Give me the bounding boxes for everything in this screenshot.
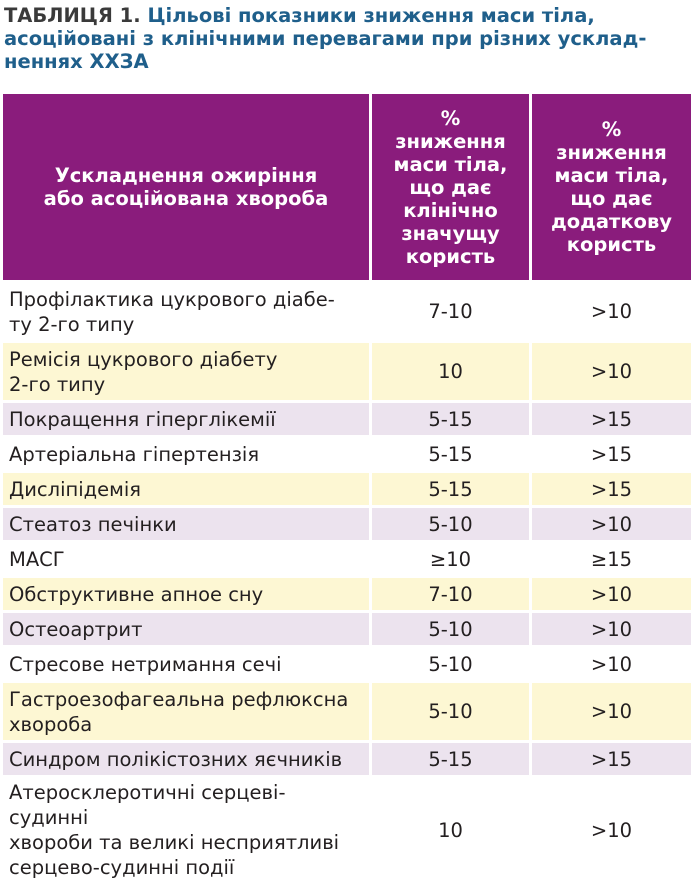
cell-clinical-benefit: 5-15 <box>372 438 529 470</box>
complication-text: Остеоартрит <box>9 617 143 641</box>
cell-complication <box>3 543 369 575</box>
cell-additional-benefit: >15 <box>532 403 691 435</box>
table-row <box>3 743 691 775</box>
cell-clinical-benefit: 5-15 <box>372 743 529 775</box>
table-row <box>3 578 691 610</box>
cell-clinical-benefit: 5-15 <box>372 403 529 435</box>
table-title-line-1: Цільові показники зниження маси тіла, <box>140 4 595 27</box>
cell-additional-benefit: >10 <box>532 578 691 610</box>
header-complication <box>3 94 369 280</box>
cell-clinical-benefit: 10 <box>372 343 529 400</box>
table-row <box>3 648 691 680</box>
cell-additional-benefit: >15 <box>532 438 691 470</box>
header-clinical-benefit <box>372 94 529 280</box>
header-line: зниження <box>556 141 667 164</box>
table-title-line-2: асоційовані з клінічними перевагами при різних усклад- <box>4 27 647 50</box>
complication-text: ту 2-го типу <box>9 312 135 336</box>
table-row <box>3 508 691 540</box>
table-caption <box>4 4 692 73</box>
table-row <box>3 438 691 470</box>
cell-complication <box>3 578 369 610</box>
cell-complication <box>3 613 369 645</box>
cell-clinical-benefit: 5-10 <box>372 648 529 680</box>
header-line: користь <box>566 233 657 256</box>
cell-additional-benefit: >15 <box>532 473 691 505</box>
complication-text: МАСГ <box>9 547 65 571</box>
complication-text: Обструктивне апное сну <box>9 582 264 606</box>
cell-clinical-benefit: 7-10 <box>372 578 529 610</box>
cell-complication <box>3 283 369 340</box>
complication-text: хвороба <box>9 712 93 736</box>
table-row <box>3 683 691 740</box>
cell-complication <box>3 743 369 775</box>
table-row <box>3 778 691 882</box>
table-number: ТАБЛИЦЯ 1. <box>4 4 141 27</box>
table-row <box>3 343 691 400</box>
header-line: або асоційована хвороба <box>43 187 329 210</box>
table-row <box>3 613 691 645</box>
cell-complication <box>3 648 369 680</box>
header-line: користь <box>405 244 496 268</box>
complication-text: серцево-судинні події <box>9 856 235 879</box>
header-line: маси тіла, <box>393 152 508 176</box>
table-row <box>3 473 691 505</box>
complication-text: Покращення гіперглікемії <box>9 407 276 431</box>
table-row <box>3 283 691 340</box>
cell-clinical-benefit: 10 <box>372 778 529 882</box>
cell-additional-benefit: >10 <box>532 283 691 340</box>
header-line: що дає <box>409 175 492 199</box>
cell-complication <box>3 683 369 740</box>
cell-complication <box>3 473 369 505</box>
cell-complication <box>3 403 369 435</box>
header-line: клінічно <box>403 198 498 222</box>
complication-text: Синдром полікістозних яєчників <box>9 747 343 771</box>
cell-clinical-benefit: 5-10 <box>372 683 529 740</box>
table-header-row <box>3 94 691 280</box>
complication-text: Ремісія цукрового діабету <box>9 347 278 371</box>
header-line: % <box>601 118 622 141</box>
cell-complication <box>3 438 369 470</box>
table-row <box>3 543 691 575</box>
cell-additional-benefit: >10 <box>532 683 691 740</box>
header-line: зниження <box>395 129 506 153</box>
cell-additional-benefit: >10 <box>532 508 691 540</box>
header-line: маси тіла, <box>554 164 669 187</box>
header-line: додаткову <box>550 210 673 233</box>
cell-clinical-benefit: 5-10 <box>372 613 529 645</box>
cell-complication <box>3 343 369 400</box>
cell-clinical-benefit: ≥10 <box>372 543 529 575</box>
complication-text: Профілактика цукрового діабе- <box>9 287 335 311</box>
cell-clinical-benefit: 7-10 <box>372 283 529 340</box>
complication-text: Стресове нетримання сечі <box>9 652 282 676</box>
complication-text: 2-го типу <box>9 372 106 396</box>
cell-additional-benefit: >10 <box>532 613 691 645</box>
complication-text: Атеросклеротичні серцеві-судинні <box>9 781 286 829</box>
complication-text: Дисліпідемія <box>9 477 142 501</box>
header-line: % <box>440 106 461 130</box>
header-line: що дає <box>570 187 653 210</box>
table-body <box>3 283 691 882</box>
header-line: Ускладнення ожиріння <box>54 164 318 187</box>
table-row <box>3 403 691 435</box>
cell-additional-benefit: >10 <box>532 648 691 680</box>
cell-additional-benefit: >10 <box>532 778 691 882</box>
cell-additional-benefit: ≥15 <box>532 543 691 575</box>
complication-text: хвороби та великі несприятливі <box>9 831 340 854</box>
complication-text: Артеріальна гіпертензія <box>9 442 260 466</box>
header-additional-benefit <box>532 94 691 280</box>
header-line: значущу <box>401 221 500 245</box>
cell-additional-benefit: >10 <box>532 343 691 400</box>
complication-text: Стеатоз печінки <box>9 512 177 536</box>
cell-complication <box>3 778 369 882</box>
table-title-line-3: неннях ХХЗА <box>4 50 149 73</box>
cell-additional-benefit: >15 <box>532 743 691 775</box>
complication-text: Гастроезофагеальна рефлюксна <box>9 687 349 711</box>
cell-complication <box>3 508 369 540</box>
weight-loss-targets-table <box>0 91 694 885</box>
cell-clinical-benefit: 5-15 <box>372 473 529 505</box>
cell-clinical-benefit: 5-10 <box>372 508 529 540</box>
